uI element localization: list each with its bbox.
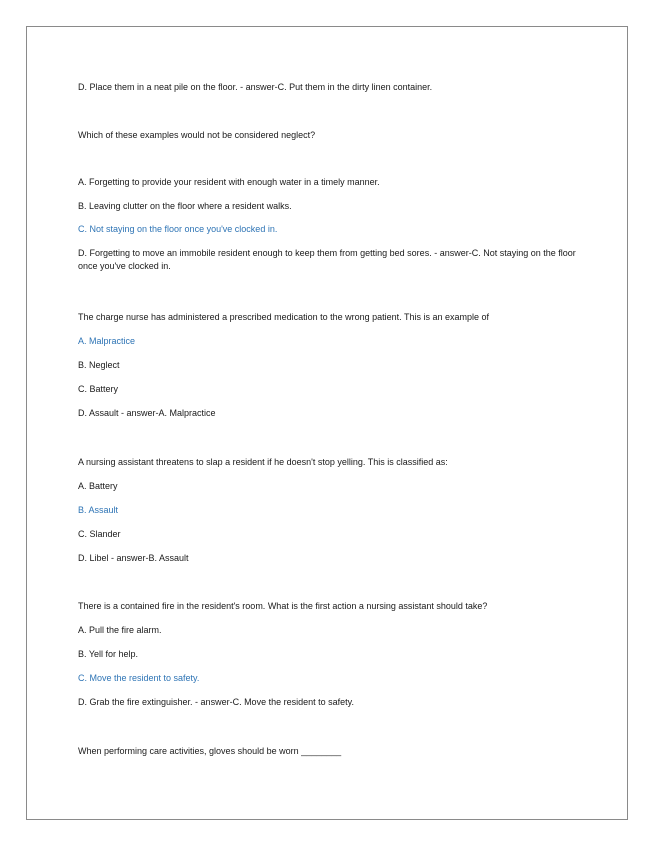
question-text: When performing care activities, gloves should be worn ________: [78, 746, 342, 756]
text-line: D. Place them in a neat pile on the floor. - answer-C. Put them in the dirty linen container.: [78, 82, 433, 92]
correct-answer-option: C. Not staying on the floor once you've clocked in.: [78, 224, 278, 234]
answer-option: B. Neglect: [78, 360, 120, 370]
correct-answer-option: B. Assault: [78, 505, 119, 515]
question-text: There is a contained fire in the resident's room. What is the first action a nursing assistant should take?: [78, 601, 488, 611]
correct-answer-option: C. Move the resident to safety.: [78, 673, 200, 683]
question-text: Which of these examples would not be considered neglect?: [78, 130, 316, 140]
answer-option: B. Yell for help.: [78, 649, 139, 659]
document-page: [26, 26, 628, 820]
answer-option: D. Libel - answer-B. Assault: [78, 553, 189, 563]
answer-option: D. Grab the fire extinguisher. - answer-C. Move the resident to safety.: [78, 697, 354, 707]
answer-option: D. Forgetting to move an immobile resident enough to keep them from getting bed sores. - answer-C. Not staying on the floor once you've clocked in.: [78, 248, 576, 271]
answer-option: C. Slander: [78, 529, 121, 539]
answer-option: A. Pull the fire alarm.: [78, 625, 162, 635]
answer-option: A. Battery: [78, 481, 118, 491]
correct-answer-option: A. Malpractice: [78, 336, 136, 346]
question-text: The charge nurse has administered a prescribed medication to the wrong patient. This is an example of: [78, 312, 490, 322]
answer-option: C. Battery: [78, 384, 119, 394]
answer-option: D. Assault - answer-A. Malpractice: [78, 408, 216, 418]
answer-option: B. Leaving clutter on the floor where a resident walks.: [78, 201, 292, 211]
answer-option: A. Forgetting to provide your resident with enough water in a timely manner.: [78, 177, 380, 187]
question-text: A nursing assistant threatens to slap a resident if he doesn't stop yelling. This is classified as:: [78, 457, 448, 467]
